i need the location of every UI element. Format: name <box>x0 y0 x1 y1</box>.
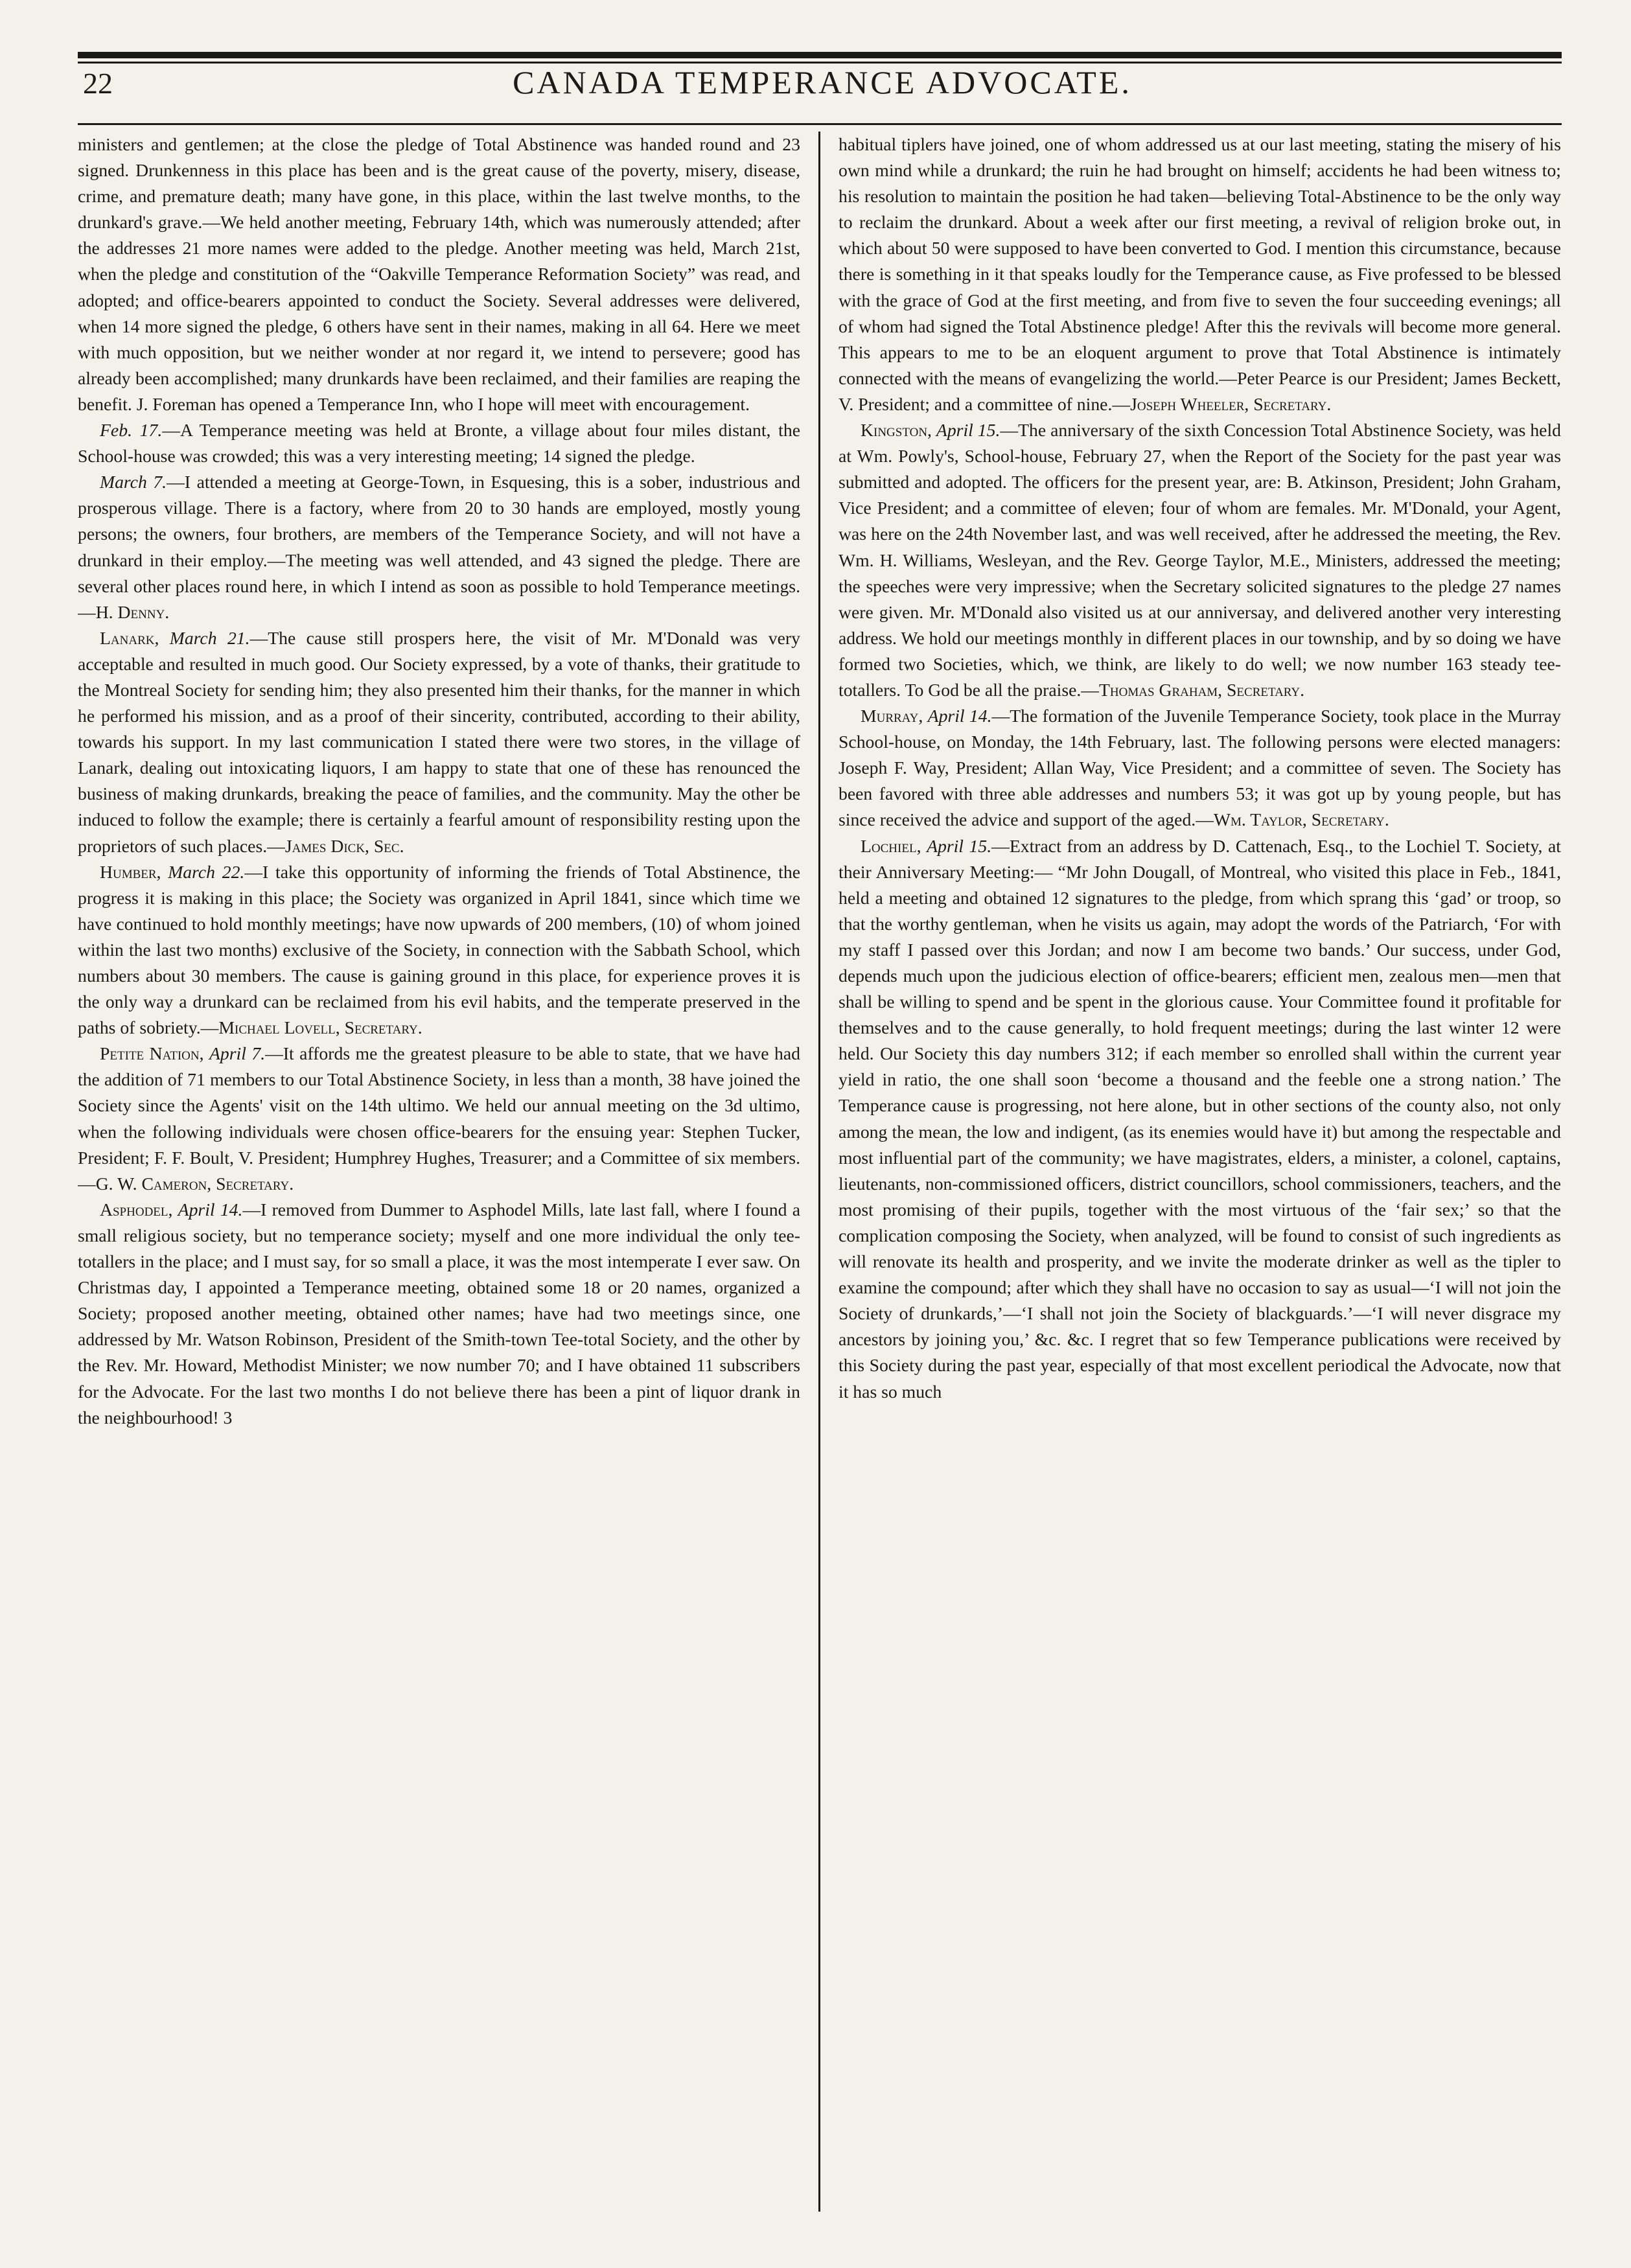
paragraph-text: —It affords me the greatest pleasure to be able to state, that we have had the addition of 71 members to our Total Abstinence Society, in less than a month, 38 have joined the Society since the Agents' visit on the 14th ultimo. We held our annual meeting on the 3d ultimo, when the following individuals were chosen office-bearers for the ensuing year: Stephen Tucker, President; F. F. Boult, V. President; Humphrey Hughes, Treasurer; and a Committee of six members.— <box>78 1043 800 1194</box>
page-header <box>78 64 1562 123</box>
article-paragraph <box>78 1041 800 1197</box>
article-paragraph <box>78 417 800 469</box>
paragraph-text: —The cause still prospers here, the visit of Mr. M'Donald was very acceptable and resulted in much good. Our Society expressed, by a vote of thanks, their gratitude to the Montreal Society for sending him; they also presented him their thanks, for the manner in which he performed his mission, and as a proof of their sincerity, contributed, according to their ability, towards his support. In my last communication I stated there were two stores, in the village of Lanark, dealing out intoxicating liquors, I am happy to state that one of these has renounced the business of making drunkards, breaking the peace of families, and the community. May the other be induced to follow the example; there is certainly a fearful amount of responsibility resting upon the proprietors of such places.— <box>78 627 800 856</box>
signature: Wm. Taylor, Secretary. <box>1213 809 1389 830</box>
dateline-place: Lochiel, <box>861 835 921 856</box>
article-paragraph <box>78 1197 800 1431</box>
dateline-date: April 15. <box>936 420 1001 441</box>
dateline-place: Humber, <box>100 861 161 882</box>
dateline-place: Asphodel, <box>100 1199 173 1220</box>
running-title: CANADA TEMPERANCE ADVOCATE. <box>513 64 1132 100</box>
dateline-place: Petite Nation, <box>100 1043 204 1064</box>
article-paragraph <box>78 469 800 625</box>
top-rule <box>78 52 1562 58</box>
left-column <box>78 132 800 2212</box>
signature: G. W. Cameron, Secretary. <box>95 1173 294 1194</box>
paragraph-text: —I attended a meeting at George-Town, in Esquesing, this is a sober, industrious and prosperous village. There is a factory, where from 20 to 30 hands are employed, mostly young persons; the owners, four brothers, are members of the Temperance Society, and will not have a drunkard in their employ.—The meeting was well attended, and 43 signed the pledge. There are several other places round here, in which I intend as soon as possible to hold Temperance meetings.— <box>78 472 800 622</box>
paragraph-text: —I removed from Dummer to Asphodel Mills, late last fall, where I found a small religious society, but no temperance society; myself and one more individual the only tee-totallers in the place; and I must say, for so small a place, it was the most intemperate I ever saw. On Christmas day, I appointed a Temperance meeting, obtained some 18 or 20 names, organized a Society; proposed another meeting, obtained other names; have had two meetings since, one addressed by Mr. Watson Robinson, President of the Smith-town Tee-total Society, and the other by the Rev. Mr. Howard, Methodist Minister; we now number 70; and I have obtained 11 subscribers for the Advocate. For the last two months I do not believe there has been a pint of liquor drank in the neighbourhood! 3 <box>78 1199 800 1428</box>
dateline-date: April 15. <box>927 835 992 856</box>
signature: James Dick, Sec. <box>284 835 404 856</box>
paragraph-text: —The formation of the Juvenile Temperance Society, took place in the Murray School-house, on Monday, the 14th February, last. The following persons were elected managers: Joseph F. Way, President; Allan Way, Vice President; and a committee of seven. The Society has been favored with three able addresses and numbers 53; it was got up by young people, but has since received the advice and support of the aged.— <box>839 706 1561 830</box>
article-paragraph <box>839 417 1561 703</box>
dateline-place: Lanark, <box>100 627 159 648</box>
article-paragraph <box>78 132 800 417</box>
signature: Michael Lovell, Secretary. <box>218 1017 422 1038</box>
dateline-date: March 21. <box>169 627 250 648</box>
article-paragraph <box>78 625 800 859</box>
paragraph-text: —A Temperance meeting was held at Bronte, a village about four miles distant, the School-house was crowded; this was a very interesting meeting; 14 signed the pledge. <box>78 420 800 467</box>
paragraph-text: habitual tiplers have joined, one of whom addressed us at our last meeting, stating the misery of his own mind while a drunkard; the ruin he had brought on himself; accidents he had been witness to; his resolution to maintain the position he had taken—believing Total-Abstinence to be the only way to reclaim the drunkard. About a week after our first meeting, a revival of religion broke out, in which about 50 were supposed to have been converted to God. I mention this circumstance, because there is something in it that speaks loudly for the Temperance cause, as Five professed to be blessed with the grace of God at the first meeting, and from five to seven the four succeeding evenings; all of whom had signed the Total Abstinence pledge! After this the revivals will become more general. This appears to me to be an eloquent argument to prove that Total Abstinence is intimately connected with the means of evangelizing the world.—Peter Pearce is our President; James Beckett, V. President; and a committee of nine.— <box>839 134 1561 414</box>
columns <box>78 132 1562 2212</box>
dateline-date: April 14. <box>927 706 992 726</box>
dateline-date: March 22. <box>168 861 245 882</box>
dateline-date: March 7. <box>100 472 167 492</box>
paragraph-text: —I take this opportunity of informing the friends of Total Abstinence, the progress it is making in this place; the Society was organized in April 1841, since which time we have continued to hold monthly meetings; have now upwards of 200 members, (10) of whom joined within the last two months) exclusive of the Society, in connection with the Sabbath School, which numbers about 30 members. The cause is gaining ground in this place, for experience proves it is the only way a drunkard can be reclaimed from his evil habits, and the temperate preserved in the paths of sobriety.— <box>78 861 800 1038</box>
column-rule <box>818 132 820 2212</box>
dateline-date: April 7. <box>209 1043 266 1064</box>
newspaper-page <box>78 52 1562 2229</box>
signature: Joseph Wheeler, Secretary. <box>1130 393 1332 414</box>
dateline-place: Kingston, <box>861 420 932 441</box>
dateline-date: April 14. <box>178 1199 243 1220</box>
paragraph-text: —Extract from an address by D. Cattenach, Esq., to the Lochiel T. Society, at their Anniversary Meeting:— “Mr John Dougall, of Montreal, who visited this place in Feb., 1841, held a meeting and obtained 12 signatures to the pledge, from which sprang this ‘gad’ or troop, so that the worthy gentleman, when he visits us again, may adopt the words of the Patriarch, ‘For with my staff I passed over this Jordan; and now I am become two bands.’ Our success, under God, depends much upon the judicious election of office-bearers; efficient men, zealous men—men that shall be willing to spend and be spent in the glorious cause. Your Committee found it profitable for themselves and to the cause generally, to hold frequent meetings; during the last winter 12 were held. Our Society this day numbers 312; if each member so enrolled shall within the current year yield in ratio, the one shall soon ‘become a thousand and the feeble one a strong nation.’ The Temperance cause is progressing, not here alone, but in other sections of the county also, not only among the mean, the low and indigent, (as its enemies would have it) but among the respectable and most influential part of the community; we have magistrates, elders, a minister, a colonel, captains, lieutenants, non-commissioned officers, district councillors, school commissioners, teachers, and the most promising of their pupils, together with the most virtuous of the ‘fair sex;’ so that the complication composing the Society, when analyzed, will be found to consist of such ingredients as will renovate its health and prosperity, and we invite the moderate drinker as well as the tipler to examine the compound; after which they shall have no occasion to say as usual—‘I will not join the Society of drunkards,’—‘I shall not join the Society of blackguards.’—‘I will never disgrace my ancestors by joining you,’ &c. &c. I regret that so few Temperance publications were received by this Society during the past year, especially of that most excellent periodical the Advocate, now that it has so much <box>839 835 1561 1402</box>
header-rule <box>78 123 1562 125</box>
article-paragraph <box>839 833 1561 1405</box>
signature: Thomas Graham, Secretary. <box>1099 679 1305 700</box>
right-column <box>839 132 1561 2212</box>
dateline-date: Feb. 17. <box>100 420 163 441</box>
article-paragraph <box>839 132 1561 417</box>
article-paragraph <box>78 859 800 1041</box>
page-number: 22 <box>83 67 113 100</box>
paragraph-text: —The anniversary of the sixth Concession Total Abstinence Society, was held at Wm. Powly's, School-house, February 27, when the Report of the Society for the past year was submitted and adopted. The officers for the present year, are: B. Atkinson, President; John Graham, Vice President; and a committee of eleven; four of whom are females. Mr. M'Donald, your Agent, was here on the 24th November last, and was well received, after he addressed the meeting, the Rev. Wm. H. Williams, Wesleyan, and the Rev. George Taylor, M.E., Ministers, addressed the meeting; the speeches were very impressive; when the Secretary solicited signatures to the pledge 27 names were given. Mr. M'Donald also visited us at our anniversay, and delivered another very interesting address. We hold our meetings monthly in different places in our township, and by so doing we have formed two Societies, which, we think, are likely to do well; we now number 163 steady tee-totallers. To God be all the praise.— <box>839 420 1561 700</box>
article-paragraph <box>839 703 1561 833</box>
signature: H. Denny. <box>95 601 170 622</box>
paragraph-text: ministers and gentlemen; at the close the pledge of Total Abstinence was handed round and 23 signed. Drunkenness in this place has been and is the great cause of the poverty, misery, disease, crime, and premature death; many have gone, in this place, within the last twelve months, to the drunkard's grave.—We held another meeting, February 14th, which was numerously attended; after the addresses 21 more names were added to the pledge. Another meeting was held, March 21st, when the pledge and constitution of the “Oakville Temperance Reformation Society” was read, and adopted; and office-bearers appointed to conduct the Society. Several addresses were delivered, when 14 more signed the pledge, 6 others have sent in their names, making in all 64. Here we meet with much opposition, but we neither wonder at nor regard it, we intend to persevere; good has already been accomplished; many drunkards have been reclaimed, and their families are reaping the benefit. J. Foreman has opened a Temperance Inn, who I hope will meet with encouragement. <box>78 134 800 414</box>
dateline-place: Murray, <box>861 706 923 726</box>
